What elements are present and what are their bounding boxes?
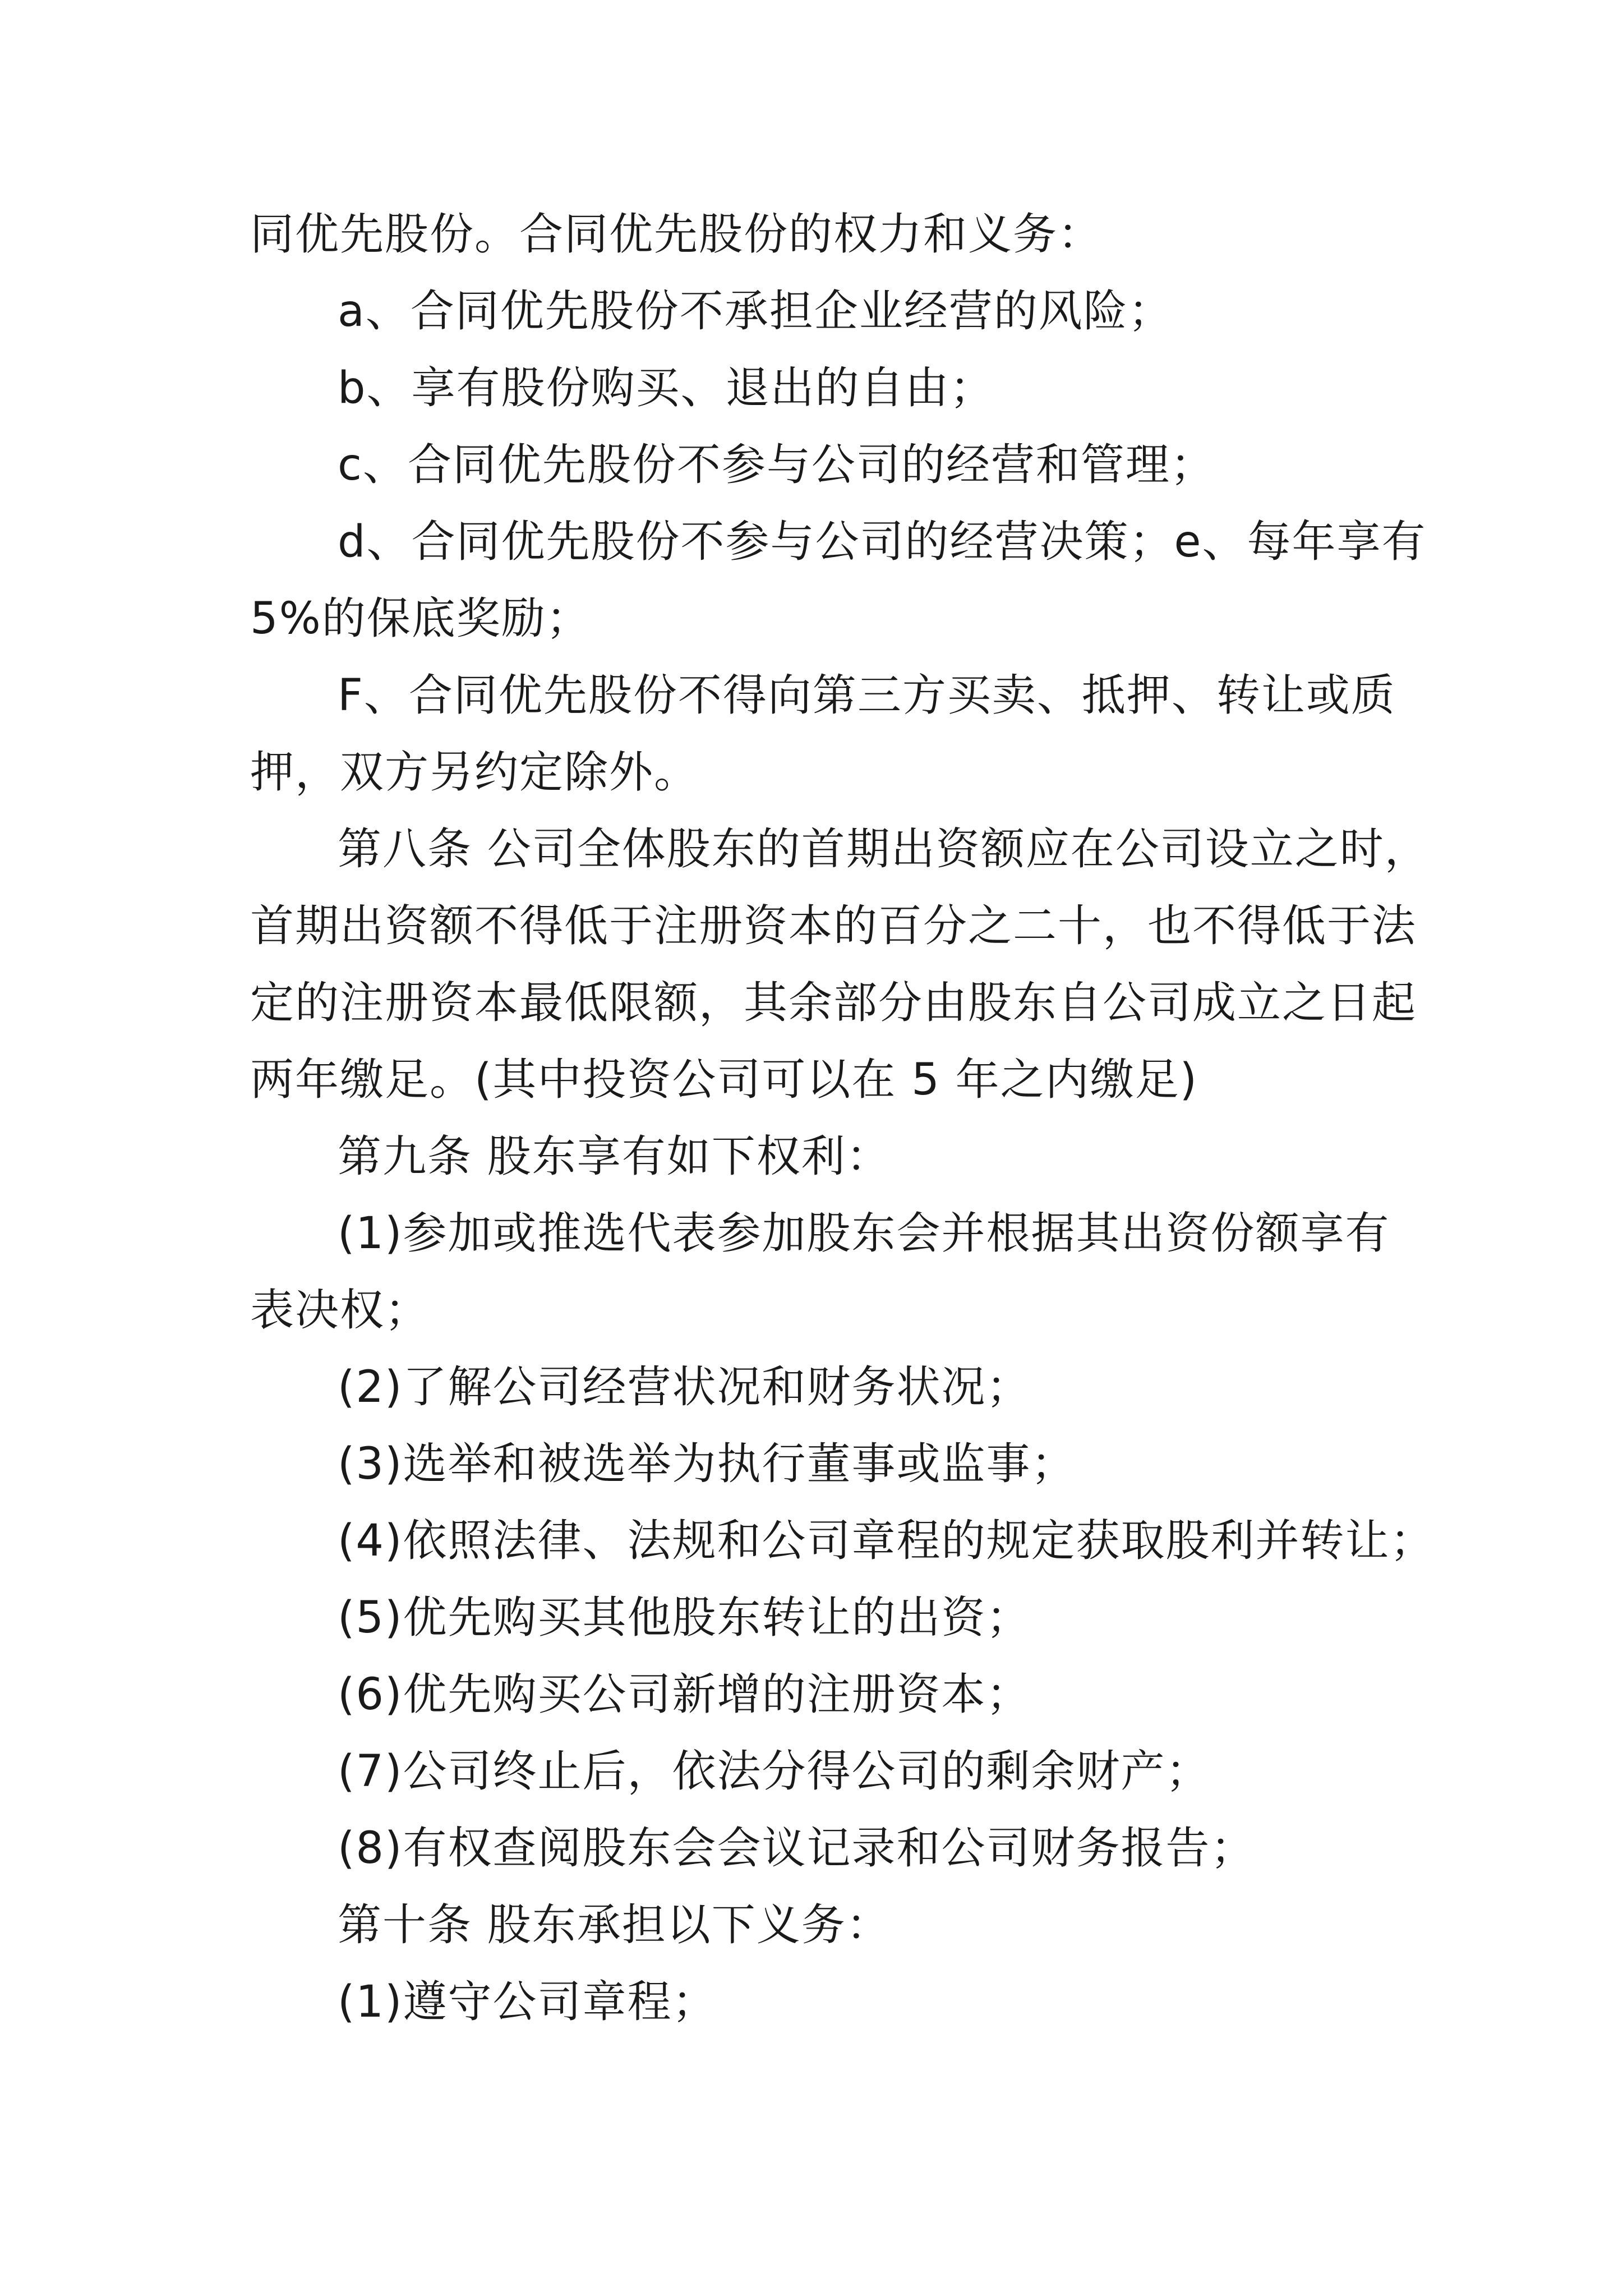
- text-line: 第九条 股东享有如下权利：: [338, 1131, 891, 1182]
- text-line: 5%的保底奖励；: [250, 593, 591, 644]
- text-line: (4)依照法律、法规和公司章程的规定获取股利并转让；: [338, 1516, 1435, 1566]
- text-line: a、合同优先股份不承担企业经营的风险；: [338, 286, 1173, 337]
- text-line: b、享有股份购买、退出的自由；: [338, 363, 995, 413]
- text-line: (3)选举和被选举为执行董事或监事；: [338, 1439, 1076, 1489]
- text-line: 首期出资额不得低于注册资本的百分之二十，也不得低于法: [250, 901, 1417, 951]
- text-line: c、合同优先股份不参与公司的经营和管理；: [338, 440, 1215, 490]
- text-line: (7)公司终止后，依法分得公司的剩余财产；: [338, 1746, 1211, 1797]
- text-line: 第十条 股东承担以下义务：: [338, 1900, 891, 1950]
- text-line: 定的注册资本最低限额，其余部分由股东自公司成立之日起: [250, 978, 1417, 1028]
- text-line: (5)优先购买其他股东转让的出资；: [338, 1593, 1031, 1643]
- text-line: (1)遵守公司章程；: [338, 1977, 717, 2027]
- text-line: (2)了解公司经营状况和财务状况；: [338, 1362, 1031, 1412]
- text-line: 表决权；: [250, 1285, 430, 1336]
- text-line: 第八条 公司全体股东的首期出资额应在公司设立之时，: [338, 824, 1430, 875]
- text-line: (8)有权查阅股东会会议记录和公司财务报告；: [338, 1823, 1256, 1874]
- text-line: 同优先股份。合同优先股份的权力和义务：: [250, 209, 1103, 260]
- body-text: [250, 196, 1435, 2041]
- text-line: F、合同优先股份不得向第三方买卖、抵押、转让或质: [338, 670, 1396, 721]
- text-line: (1)参加或推选代表参加股东会并根据其出资份额享有: [338, 1208, 1390, 1259]
- text-line: 两年缴足。(其中投资公司可以在 5 年之内缴足): [250, 1055, 1198, 1105]
- text-line: d、合同优先股份不参与公司的经营决策；e、每年享有: [338, 517, 1427, 567]
- text-line: (6)优先购买公司新增的注册资本；: [338, 1669, 1031, 1720]
- text-line: 押，双方另约定除外。: [250, 747, 699, 798]
